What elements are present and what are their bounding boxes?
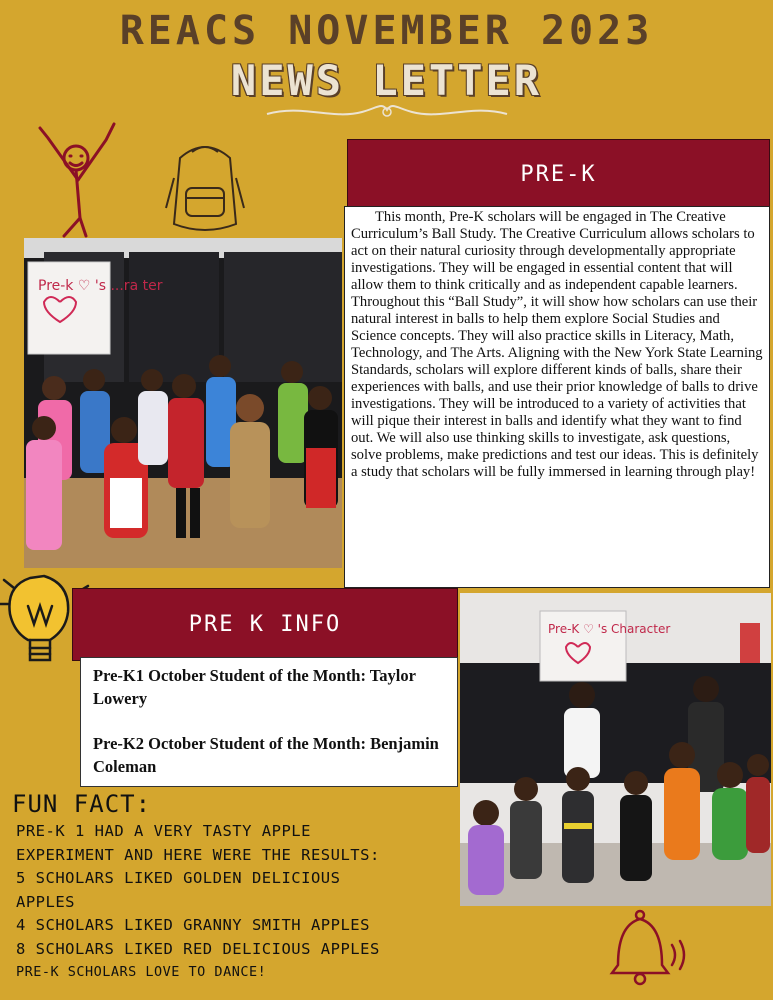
stick-figure-icon — [34, 118, 124, 238]
fun-fact-line: 8 SCHOLARS LIKED RED DELICIOUS APPLES — [16, 939, 380, 958]
newsletter-title: REACS NOVEMBER 2023 — [119, 8, 654, 54]
fun-fact-line: EXPERIMENT AND HERE WERE THE RESULTS: — [16, 845, 380, 864]
fun-fact-line: APPLES — [16, 892, 75, 911]
newsletter-subtitle: NEWS LETTER — [230, 56, 543, 105]
student-of-month-prek1: Pre-K1 October Student of the Month: Taylor Lowery — [93, 666, 416, 708]
backpack-icon — [162, 138, 248, 238]
fun-fact-line: PRE-K 1 HAD A VERY TASTY APPLE — [16, 822, 311, 840]
student-of-month-prek2: Pre-K2 October Student of the Month: Benjamin Coleman — [93, 734, 439, 776]
flourish-decoration — [262, 100, 512, 122]
photo2-sign-text: Pre-K ♡ 's Character — [548, 622, 671, 636]
photo1-sign-text: Pre-k ♡ 's ...ra ter — [38, 278, 163, 294]
fun-fact-line: 4 SCHOLARS LIKED GRANNY SMITH APPLES — [16, 916, 370, 934]
bell-icon — [598, 905, 692, 995]
prek-class-photo-1 — [24, 238, 342, 568]
prek-info-box — [80, 657, 458, 787]
prek-class-photo-2 — [460, 593, 771, 906]
prek-banner — [347, 139, 770, 209]
fun-fact-closing: PRE-K SCHOLARS LOVE TO DANCE! — [16, 964, 267, 980]
fun-fact-line: 5 SCHOLARS LIKED GOLDEN DELICIOUS — [16, 869, 341, 887]
prek-info-banner-label: PRE K INFO — [188, 612, 342, 637]
prek-info-banner — [72, 588, 458, 661]
fun-fact-heading: FUN FACT: — [12, 790, 152, 818]
prek-description: This month, Pre-K scholars will be engaged in The Creative Curriculum’s Ball Study. The Creative Curriculum allows scholars to act on their natural curiosity through developmentally appropriate investigations. They will be engaged in essential content that will allow them to think critically and as independent capable learners. Throughout this “Ball Study”, it will show how scholars can use their natural interest in balls to help them explore Social Studies and Science concepts. They will also practice skills in Literacy, Math, Technology, and The Arts. Aligning with the New York State Learning Standards, scholars will explore different kinds of balls, share their experiences with balls, and use their prior knowledge of balls to drive investigations. They will be introduced to a variety of activities that will pique their interest in balls and identify what they want to find out. We will also use thinking skills to investigate, ask questions, solve problems, make predictions and test our ideas. This is definitely a study that scholars will be fully immersed in learning through play! — [344, 206, 770, 588]
fun-fact-text — [16, 820, 466, 985]
prek-banner-label: PRE-K — [520, 161, 597, 187]
